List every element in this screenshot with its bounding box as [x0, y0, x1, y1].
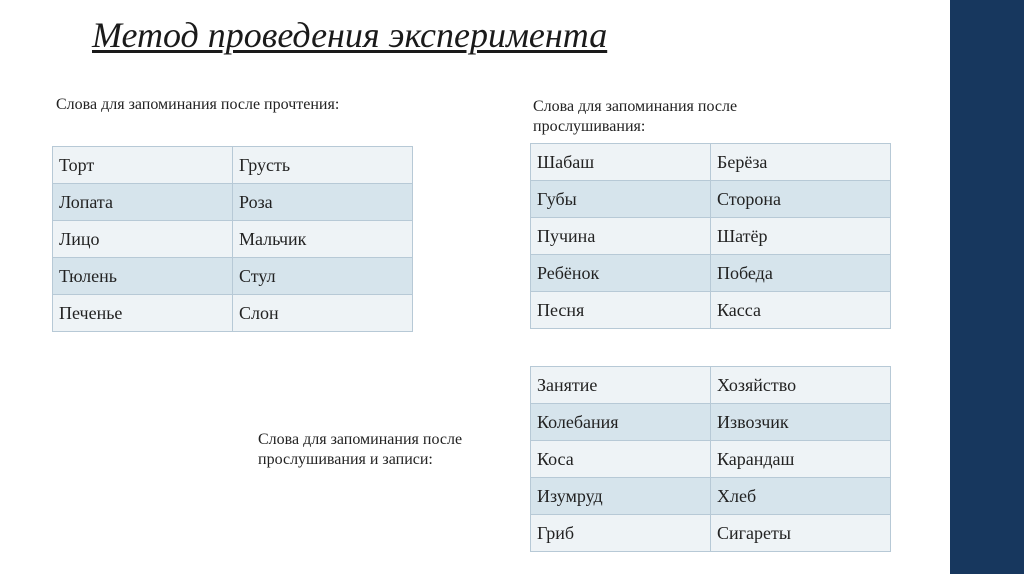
table-row — [531, 404, 891, 441]
table-row — [531, 292, 891, 329]
sidebar-bar — [950, 0, 1024, 574]
table-cell: Шабаш — [531, 144, 711, 181]
table-cell: Извозчик — [711, 404, 891, 441]
page-title: Метод проведения эксперимента — [92, 15, 608, 55]
table-cell: Хлеб — [711, 478, 891, 515]
table-cell: Касса — [711, 292, 891, 329]
table-row — [531, 181, 891, 218]
table-row — [531, 441, 891, 478]
table-cell: Шатёр — [711, 218, 891, 255]
table-cell: Изумруд — [531, 478, 711, 515]
table-cell: Карандаш — [711, 441, 891, 478]
reading-caption: Слова для запоминания после прочтения: — [56, 96, 340, 113]
table-row — [531, 515, 891, 552]
table-cell: Тюлень — [53, 258, 233, 295]
table-row — [531, 367, 891, 404]
listening-words-table — [530, 143, 891, 329]
table-row — [531, 144, 891, 181]
table-row — [53, 258, 413, 295]
table-cell: Сигареты — [711, 515, 891, 552]
table-cell: Стул — [233, 258, 413, 295]
table-row — [531, 478, 891, 515]
table-cell: Слон — [233, 295, 413, 332]
table-cell: Гриб — [531, 515, 711, 552]
table-cell: Лицо — [53, 221, 233, 258]
table-cell: Занятие — [531, 367, 711, 404]
listening-caption: Слова для запоминания после прослушивания: — [533, 98, 738, 135]
table-cell: Пучина — [531, 218, 711, 255]
listening-writing-words-table — [530, 366, 891, 552]
table-row — [53, 221, 413, 258]
table-row — [531, 255, 891, 292]
table-cell: Победа — [711, 255, 891, 292]
table-cell: Песня — [531, 292, 711, 329]
table-cell: Роза — [233, 184, 413, 221]
table-cell: Грусть — [233, 147, 413, 184]
table-cell: Ребёнок — [531, 255, 711, 292]
table-cell: Печенье — [53, 295, 233, 332]
table-cell: Торт — [53, 147, 233, 184]
table-cell: Берёза — [711, 144, 891, 181]
table-row — [53, 295, 413, 332]
table-row — [53, 184, 413, 221]
table-cell: Сторона — [711, 181, 891, 218]
listening-writing-caption: Слова для запоминания после прослушивания и записи: — [258, 431, 463, 468]
table-cell: Коса — [531, 441, 711, 478]
table-row — [53, 147, 413, 184]
table-cell: Колебания — [531, 404, 711, 441]
table-cell: Губы — [531, 181, 711, 218]
table-cell: Мальчик — [233, 221, 413, 258]
table-cell: Хозяйство — [711, 367, 891, 404]
table-row — [531, 218, 891, 255]
reading-words-table — [52, 146, 413, 332]
table-cell: Лопата — [53, 184, 233, 221]
